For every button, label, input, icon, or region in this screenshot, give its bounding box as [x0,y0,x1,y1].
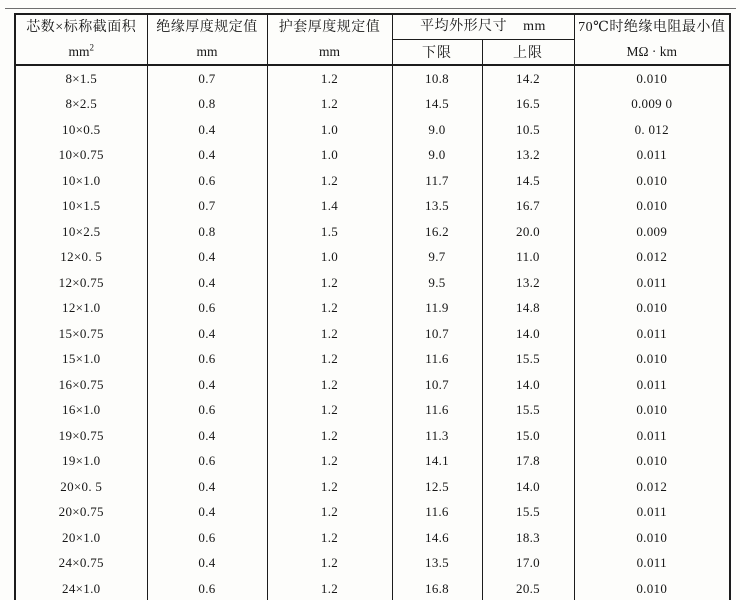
cell-insulation: 0.6 [147,168,267,194]
cell-insulation: 0.4 [147,372,267,398]
cell-insulation: 0.4 [147,245,267,271]
cell-dim-lower: 16.2 [392,219,482,245]
cell-insulation: 0.4 [147,474,267,500]
cell-insulation: 0.4 [147,423,267,449]
col-header-resistance-title: 70℃时绝缘电阻最小值 [578,20,726,35]
cell-size: 12×1.0 [15,296,147,322]
table-row [15,92,730,118]
cell-dim-upper: 15.5 [482,398,574,424]
cell-dim-lower: 14.6 [392,525,482,551]
cell-dim-upper: 17.0 [482,551,574,577]
cell-sheath: 1.2 [267,296,392,322]
cell-resistance: 0.010 [574,398,730,424]
cell-size: 8×1.5 [15,65,147,92]
cell-sheath: 1.2 [267,500,392,526]
cell-resistance: 0.011 [574,423,730,449]
cell-dim-lower: 9.0 [392,117,482,143]
cell-resistance: 0.011 [574,372,730,398]
cell-dim-upper: 13.2 [482,270,574,296]
cell-dim-upper: 17.8 [482,449,574,475]
col-header-resistance-unit: MΩ · km [626,44,678,59]
cell-size: 10×1.5 [15,194,147,220]
cell-size: 10×0.5 [15,117,147,143]
cell-insulation: 0.7 [147,194,267,220]
cell-sheath: 1.2 [267,168,392,194]
cell-insulation: 0.8 [147,219,267,245]
cell-size: 20×1.0 [15,525,147,551]
cell-dim-upper: 16.5 [482,92,574,118]
cell-insulation: 0.6 [147,449,267,475]
col-header-size-title: 芯数×标称截面积 [26,20,137,35]
cell-sheath: 1.0 [267,117,392,143]
cell-resistance: 0.011 [574,551,730,577]
cell-dim-upper: 14.2 [482,65,574,92]
cell-dim-lower: 10.7 [392,372,482,398]
table-row [15,194,730,220]
cell-dim-upper: 15.0 [482,423,574,449]
cell-resistance: 0.010 [574,194,730,220]
cell-size: 16×1.0 [15,398,147,424]
cell-sheath: 1.4 [267,194,392,220]
cell-resistance: 0.010 [574,168,730,194]
cell-size: 12×0.75 [15,270,147,296]
cell-dim-lower: 11.6 [392,398,482,424]
cell-sheath: 1.0 [267,245,392,271]
col-header-insulation [147,14,267,65]
table-row [15,270,730,296]
col-header-lower-limit: 下限 [392,40,482,66]
col-header-insulation-unit: mm [196,44,218,59]
cell-size: 15×1.0 [15,347,147,373]
table-row [15,474,730,500]
table-row [15,347,730,373]
cell-dim-upper: 20.0 [482,219,574,245]
cell-sheath: 1.2 [267,92,392,118]
cell-sheath: 1.2 [267,372,392,398]
cell-resistance: 0.012 [574,245,730,271]
table-row [15,296,730,322]
cell-resistance: 0.010 [574,576,730,600]
table-row [15,449,730,475]
cell-resistance: 0.010 [574,296,730,322]
table-row [15,65,730,92]
cell-sheath: 1.2 [267,525,392,551]
cell-dim-lower: 13.5 [392,551,482,577]
cell-size: 24×1.0 [15,576,147,600]
cell-sheath: 1.0 [267,143,392,169]
col-header-sheath-unit: mm [318,44,340,59]
cell-resistance: 0.009 [574,219,730,245]
cell-insulation: 0.6 [147,347,267,373]
cell-sheath: 1.5 [267,219,392,245]
cell-sheath: 1.2 [267,474,392,500]
table-row [15,423,730,449]
cell-dim-upper: 13.2 [482,143,574,169]
cell-resistance: 0.011 [574,143,730,169]
cell-dim-lower: 9.5 [392,270,482,296]
cell-dim-upper: 16.7 [482,194,574,220]
cell-dim-upper: 15.5 [482,347,574,373]
table-row [15,143,730,169]
cell-size: 20×0.75 [15,500,147,526]
cell-insulation: 0.6 [147,398,267,424]
table-row [15,321,730,347]
table-row [15,117,730,143]
cell-dim-lower: 9.0 [392,143,482,169]
cell-dim-upper: 14.0 [482,474,574,500]
cell-dim-lower: 10.7 [392,321,482,347]
table-row [15,551,730,577]
cell-dim-upper: 14.0 [482,372,574,398]
cell-size: 12×0. 5 [15,245,147,271]
table-row [15,576,730,600]
cell-resistance: 0.010 [574,347,730,373]
cell-insulation: 0.4 [147,500,267,526]
table-row [15,168,730,194]
cell-size: 20×0. 5 [15,474,147,500]
cell-sheath: 1.2 [267,270,392,296]
cell-dim-upper: 14.0 [482,321,574,347]
cell-dim-lower: 16.8 [392,576,482,600]
cell-sheath: 1.2 [267,576,392,600]
cell-size: 15×0.75 [15,321,147,347]
cell-insulation: 0.4 [147,270,267,296]
cell-insulation: 0.7 [147,65,267,92]
col-header-sheath [267,14,392,65]
cell-insulation: 0.4 [147,143,267,169]
cell-insulation: 0.4 [147,321,267,347]
cell-resistance: 0.010 [574,449,730,475]
cell-dim-upper: 14.5 [482,168,574,194]
cell-size: 8×2.5 [15,92,147,118]
cell-sheath: 1.2 [267,398,392,424]
cell-dim-upper: 15.5 [482,500,574,526]
cell-resistance: 0.009 0 [574,92,730,118]
col-header-size-unit: $mm^2$ [68,42,94,59]
table-row [15,219,730,245]
col-header-insulation-title: 绝缘厚度规定值 [156,20,258,35]
cell-dim-lower: 11.3 [392,423,482,449]
cell-dim-lower: 12.5 [392,474,482,500]
cell-sheath: 1.2 [267,449,392,475]
table-row [15,398,730,424]
cell-dim-lower: 14.5 [392,92,482,118]
table-body [15,65,730,600]
cell-sheath: 1.2 [267,321,392,347]
col-header-sheath-title: 护套厚度规定值 [278,20,381,35]
cell-dim-lower: 11.9 [392,296,482,322]
cell-sheath: 1.2 [267,347,392,373]
cell-size: 24×0.75 [15,551,147,577]
cell-insulation: 0.8 [147,92,267,118]
col-header-size [15,14,147,65]
page-top-rule [5,8,736,9]
cell-dim-lower: 9.7 [392,245,482,271]
table-row [15,372,730,398]
cell-dim-lower: 11.6 [392,347,482,373]
cell-insulation: 0.6 [147,296,267,322]
cell-resistance: 0. 012 [574,117,730,143]
cell-size: 19×0.75 [15,423,147,449]
cell-size: 19×1.0 [15,449,147,475]
cell-size: 10×1.0 [15,168,147,194]
cell-dim-lower: 11.6 [392,500,482,526]
cell-dim-lower: 10.8 [392,65,482,92]
col-header-outer-dim-title: 平均外形尺寸 mm [420,19,546,34]
cable-spec-table [14,13,731,600]
cell-size: 10×0.75 [15,143,147,169]
cell-size: 16×0.75 [15,372,147,398]
cell-dim-upper: 14.8 [482,296,574,322]
cell-sheath: 1.2 [267,551,392,577]
cell-dim-upper: 18.3 [482,525,574,551]
cell-dim-lower: 14.1 [392,449,482,475]
col-header-resistance [574,14,730,65]
cell-resistance: 0.011 [574,270,730,296]
cell-dim-lower: 13.5 [392,194,482,220]
cell-dim-upper: 20.5 [482,576,574,600]
cell-insulation: 0.4 [147,117,267,143]
cell-sheath: 1.2 [267,423,392,449]
table-row [15,500,730,526]
cell-insulation: 0.6 [147,525,267,551]
cell-resistance: 0.012 [574,474,730,500]
col-header-outer-dim [392,14,574,40]
cell-resistance: 0.011 [574,500,730,526]
cell-resistance: 0.011 [574,321,730,347]
cell-resistance: 0.010 [574,65,730,92]
cell-insulation: 0.4 [147,551,267,577]
cell-insulation: 0.6 [147,576,267,600]
cell-size: 10×2.5 [15,219,147,245]
table-row [15,245,730,271]
cell-dim-upper: 11.0 [482,245,574,271]
cell-dim-upper: 10.5 [482,117,574,143]
cell-dim-lower: 11.7 [392,168,482,194]
cell-sheath: 1.2 [267,65,392,92]
col-header-upper-limit: 上限 [482,40,574,66]
table-header [15,14,730,65]
cell-resistance: 0.010 [574,525,730,551]
table-row [15,525,730,551]
